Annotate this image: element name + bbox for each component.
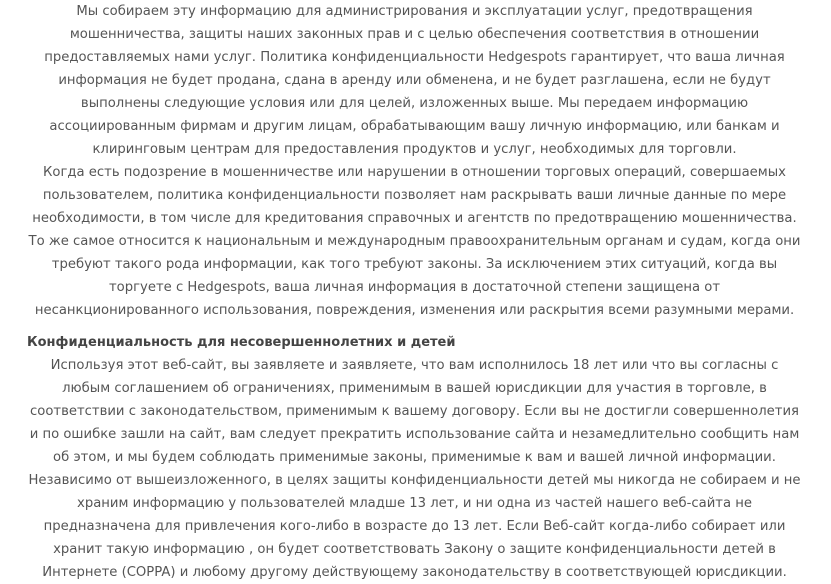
paragraph-data-usage: Мы собираем эту информацию для администрирования и эксплуатации услуг, предотвращения мошенничества, защиты наших законных прав и с целью обеспечения соответствия в отношении предоставляемых нами услуг. Политика конфиденциальности Hedgespots гарантирует, что ваша личная информация не будет продана, сдана в аренду или обменена, и не будет разглашена, если не будут выполнены следующие условия или для целей, изложенных выше. Мы передаем информацию ассоциированным фирмам и другим лицам, обрабатывающим вашу личную информацию, или банкам и клиринговым центрам для предоставления продуктов и услуг, необходимых для торговли. <box>44 4 785 157</box>
policy-content <box>27 0 802 584</box>
paragraph-fraud-disclosure: Когда есть подозрение в мошенничестве или нарушении в отношении торговых операций, совершаемых пользователем, политика конфиденциальности позволяет нам раскрывать ваши личные данные по мере необходимости, в том числе для кредитования справочных и агентств по предотвращению мошенничества. То же самое относится к национальным и международным правоохранительным органам и судам, когда они требуют такого рода информации, как того требуют законы. За исключением этих ситуаций, когда вы торгуете с Hedgespots, ваша личная информация в достаточной степени защищена от несанкционированного использования, повреждения, изменения или раскрытия всеми разумными мерами. <box>28 165 801 318</box>
paragraph-age-requirement: Используя этот веб-сайт, вы заявляете и заявляете, что вам исполнилось 18 лет или что вы согласны с любым соглашением об ограничениях, применимым в вашей юрисдикции для участия в торговле, в соответствии с законодательством, применимым к вашему договору. Если вы не достигли совершеннолетия и по ошибке зашли на сайт, вам следует прекратить использование сайта и незамедлительно сообщить нам об этом, и мы будем соблюдать применимые законы, применимые к вам и вашей личной информации. <box>29 358 800 465</box>
paragraph-spacer <box>27 322 802 331</box>
section-heading-minors: Конфиденциальность для несовершеннолетних и детей <box>27 335 456 350</box>
paragraph-children-privacy: Независимо от вышеизложенного, в целях защиты конфиденциальности детей мы никогда не собираем и не храним информацию у пользователей младше 13 лет, и ни одна из частей нашего веб-сайта не предназначена для привлечения кого-либо в возрасте до 13 лет. Если Веб-сайт когда-либо собирает или хранит такую информацию , он будет соответствовать Закону о защите конфиденциальности детей в Интернете (COPPA) и любому другому действующему законодательству в соответствующей юрисдикции. <box>28 473 801 580</box>
